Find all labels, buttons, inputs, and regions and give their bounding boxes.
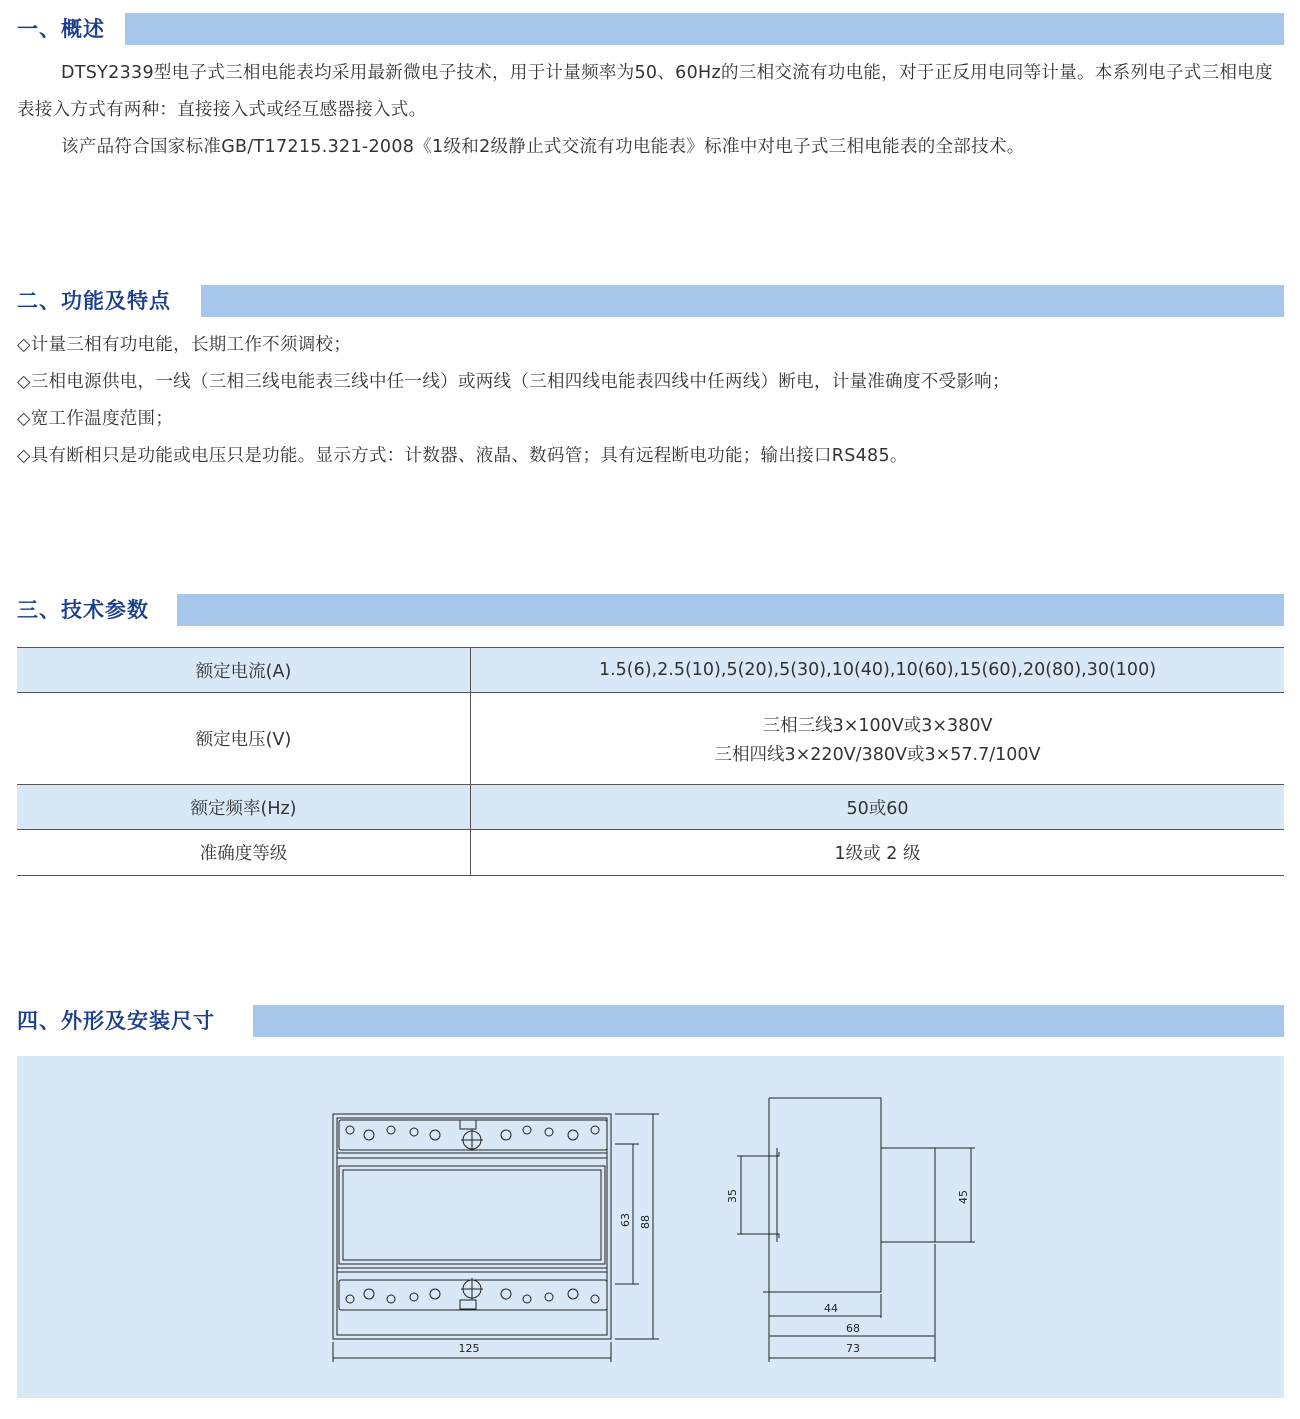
spec-value-line: 三相三线3×100V或3×380V (762, 715, 993, 736)
dim-label-right: 45 (957, 1190, 970, 1204)
dim-label-width: 125 (458, 1342, 480, 1355)
dim-label-inner-height: 63 (619, 1213, 632, 1227)
section-header-bar (125, 13, 1284, 45)
spec-label: 额定频率(Hz) (17, 785, 471, 830)
dim-label-depth-44: 44 (824, 1302, 838, 1315)
spec-label: 额定电压(V) (17, 693, 471, 785)
feature-item: ◇宽工作温度范围； (17, 409, 174, 429)
dim-label-depth-68: 68 (846, 1322, 860, 1335)
section-header-bar (201, 285, 1284, 317)
section-title: 一、概述 (17, 12, 115, 46)
feature-item: ◇三相电源供电，一线（三相三线电能表三线中任一线）或两线（三相四线电能表四线中任两线）断电，计量准确度不受影响； (17, 372, 1010, 392)
feature-item: ◇计量三相有功电能，长期工作不须调校； (17, 335, 352, 355)
table-row (17, 785, 1284, 830)
spec-value: 50或60 (471, 785, 1285, 830)
spec-label: 准确度等级 (17, 830, 471, 876)
table-row (17, 648, 1284, 693)
overview-text (17, 55, 1287, 166)
section-title: 四、外形及安装尺寸 (17, 1004, 225, 1038)
dim-label-rail: 35 (726, 1189, 739, 1203)
dimension-drawing (17, 1056, 1284, 1398)
section-title: 三、技术参数 (17, 593, 159, 627)
spec-value: 1.5(6),2.5(10),5(20),5(30),10(40),10(60),15(60),20(80),30(100) (471, 648, 1285, 693)
feature-item: ◇具有断相只是功能或电压只是功能。显示方式：计数器、液晶、数码管；具有远程断电功能；输出接口RS485。 (17, 446, 908, 466)
section-header-dimensions (17, 1004, 1284, 1038)
section-header-overview (17, 12, 1284, 46)
table-row (17, 830, 1284, 876)
section-title: 二、功能及特点 (17, 284, 181, 318)
spec-label: 额定电流(A) (17, 648, 471, 693)
dimension-drawing-panel (17, 1056, 1284, 1398)
table-row (17, 693, 1284, 785)
section-header-features (17, 284, 1284, 318)
section-header-bar (253, 1005, 1284, 1037)
spec-value: 1级或 2 级 (471, 830, 1285, 876)
front-view (333, 1114, 659, 1362)
overview-paragraph-1: DTSY2339型电子式三相电能表均采用最新微电子技术，用于计量频率为50、60Hz的三相交流有功电能，对于正反用电同等计量。本系列电子式三相电度表接入方式有两种：直接接入式或经互感器接入式。 (17, 63, 1273, 120)
section-header-specs (17, 593, 1284, 627)
spec-value-line: 三相四线3×220V/380V或3×57.7/100V (714, 744, 1041, 765)
overview-paragraph-2: 该产品符合国家标准GB/T17215.321-2008《1级和2级静止式交流有功电能表》标准中对电子式三相电能表的全部技术。 (61, 137, 1025, 157)
dim-label-depth-73: 73 (846, 1342, 860, 1355)
spec-value (471, 693, 1285, 785)
section-header-bar (177, 594, 1284, 626)
features-list (17, 327, 1287, 475)
spec-table (17, 647, 1284, 876)
dim-label-outer-height: 88 (639, 1215, 652, 1229)
